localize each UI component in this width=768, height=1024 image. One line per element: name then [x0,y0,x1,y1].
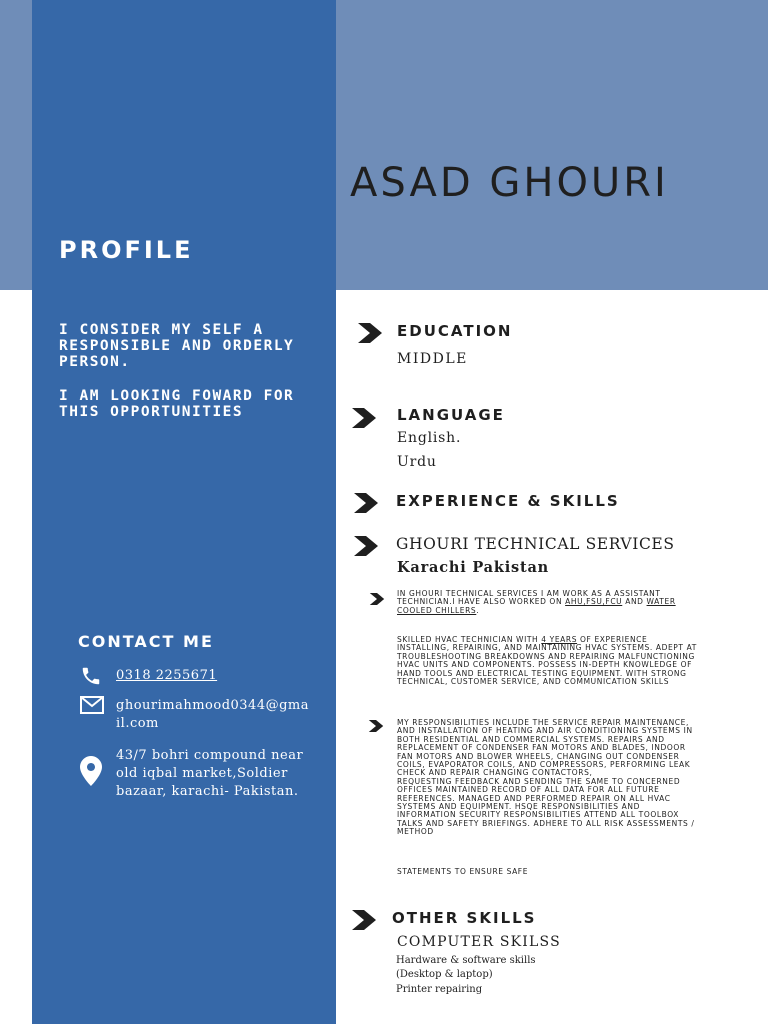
profile-statement-2: I AM LOOKING FOWARD FOR THIS OPPORTUNITIES [59,388,295,420]
language-item: Urdu [397,454,437,470]
phone-link[interactable]: 0318 2255671 [116,668,218,683]
company-name: GHOURI TECHNICAL SERVICES [396,535,675,553]
email-text[interactable] [116,697,316,733]
other-skills-heading: OTHER SKILLS [392,909,537,927]
mail-icon [80,696,104,714]
skill-item: Printer repairing [396,984,483,995]
years-link: 4 YEARS [541,635,578,644]
contact-heading: CONTACT ME [78,632,214,651]
chevron-right-icon [354,493,378,513]
email-line-1: ghourimahmood0344@gma [116,698,310,713]
experience-bullet-1: IN GHOURI TECHNICAL SERVICES I AM WORK AS A ASSISTANT TECHNICIAN.I HAVE ALSO WORKED ON AHU,FSU,FCU AND WATER COOLED CHILLERS. [397,589,676,615]
candidate-name: ASAD GHOURI [350,160,669,206]
sidebar-panel [32,0,336,1024]
education-heading: EDUCATION [397,322,513,340]
experience-bullet-3-end: STATEMENTS TO ENSURE SAFE [397,867,529,876]
email-line-2: il.com [116,716,159,731]
chevron-right-icon [352,910,376,930]
other-skills-subtitle: COMPUTER SKILSS [397,934,561,950]
profile-statement-1: I CONSIDER MY SELF A RESPONSIBLE AND ORDERLY PERSON. [59,322,295,370]
phone-icon [80,665,102,687]
chevron-right-icon [368,720,384,732]
language-heading: LANGUAGE [397,406,505,424]
experience-bullet-2: SKILLED HVAC TECHNICIAN WITH 4 YEARS OF EXPERIENCE INSTALLING, REPAIRING, AND MAINTAINING HVAC SYSTEMS. ADEPT AT TROUBLESHOOTING BREAKDOWNS AND REPAIRING MALFUNCTIONING HVAC UNITS AND COMPONENTS. POSSESS IN-DEPTH KNOWLEDGE OF HAND TOOLS AND ELECTRICAL TESTING EQUIPMENT. WITH STRONG TECHNICAL, CUSTOMER SERVICE, AND COMMUNICATION SKILLS [397,635,697,687]
company-location: Karachi Pakistan [397,559,550,576]
experience-bullet-3: MY RESPONSIBILITIES INCLUDE THE SERVICE REPAIR MAINTENANCE, AND INSTALLATION OF HEATING AND AIR CONDITIONING SYSTEMS IN BOTH RESIDENTIAL AND COMMERCIAL SYSTEMS. REPAIRS AND REPLACEMENT OF CONDENSER FAN MOTORS AND BLADES, INDOOR FAN MOTORS AND BLOWER WHEELS, CHANGING OUT CONDENSER COILS, EVAPORATOR COILS, AND COMPRESSORS, PERFORMING LEAK CHECK AND REPAIR CHANGING CONTACTORS, REQUESTING FEEDBACK AND SENDING THE SAME TO CONCERNED OFFICES MAINTAINED RECORD OF ALL DATA FOR ALL FUTURE REFERENCES. MANAGED AND PERFORMED REPAIR ON ALL HVAC SYSTEMS AND EQUIPMENT. HSQE RESPONSIBILITIES AND INFORMATION SECURITY RESPONSIBILITIES ATTEND ALL TOOLBOX TALKS AND SAFETY BRIEFINGS. ADHERE TO ALL RISK ASSESSMENTS / METHOD [397,718,695,837]
chevron-right-icon [354,536,378,556]
education-value: MIDDLE [397,351,468,367]
ahu-fsu-fcu-link: AHU,FSU,FCU [565,597,623,607]
experience-heading: EXPERIENCE & SKILLS [396,492,620,510]
address-text: 43/7 bohri compound near old iqbal market,Soldier bazaar, karachi- Pakistan. [116,748,304,799]
profile-heading: PROFILE [59,236,194,264]
chevron-right-icon [352,408,376,428]
location-pin-icon [80,756,102,786]
chevron-right-icon [369,593,385,605]
skill-item: (Desktop & laptop) [396,969,493,980]
skill-item: Hardware & software skills [396,955,536,966]
language-item: English. [397,430,462,446]
chillers-link: WATER COOLED CHILLERS [397,597,676,615]
chevron-right-icon [358,323,382,343]
